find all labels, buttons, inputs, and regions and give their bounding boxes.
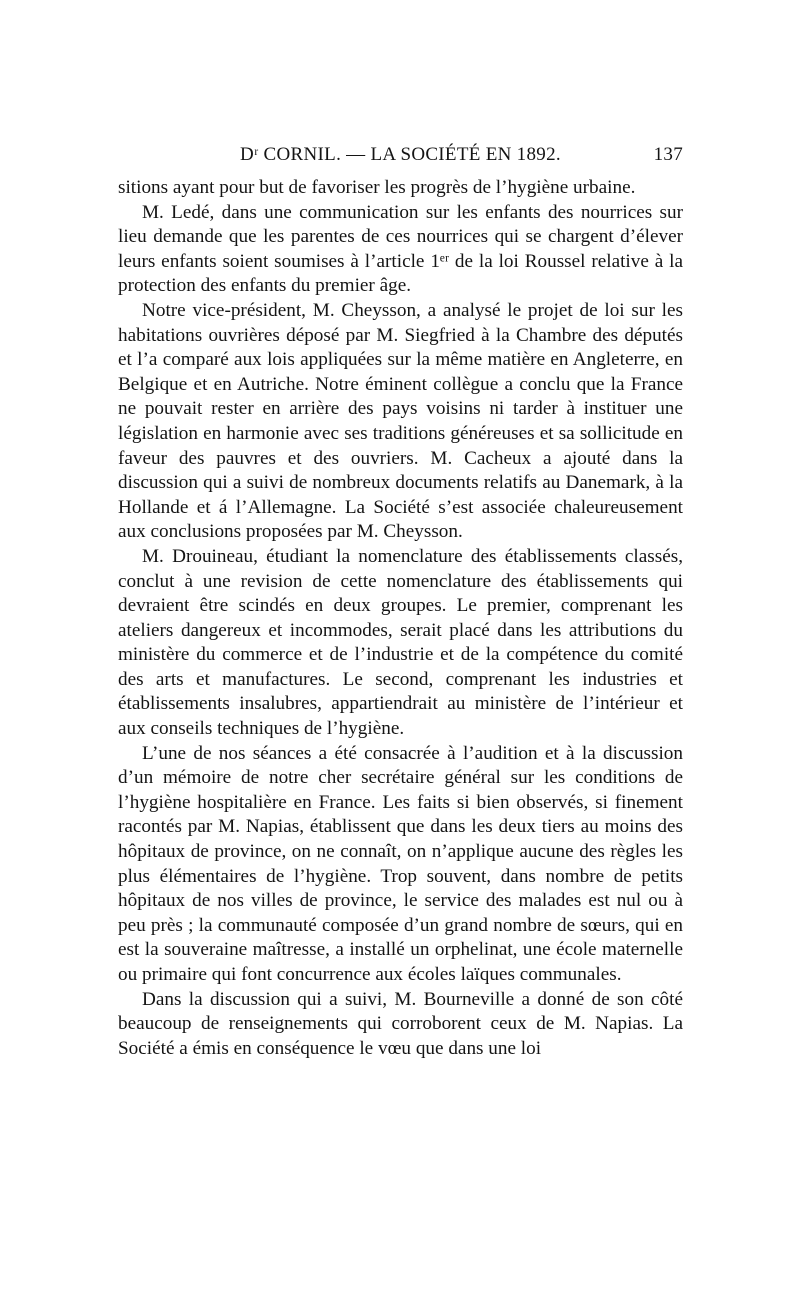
- book-page: [118, 144, 683, 1061]
- paragraph-bourneville: Dans la discussion qui a suivi, M. Bourneville a donné de son côté beaucoup de renseignements qui corroborent ceux de M. Napias. La Société a émis en conséquence le vœu que dans une loi: [118, 988, 683, 1059]
- paragraph-napias: L’une de nos séances a été consacrée à l’audition et à la discussion d’un mémoire de notre cher secrétaire général sur les conditions de l’hygiène hospitalière en France. Les faits si bien observés, si finement racontés par M. Napias, établissent que dans les deux tiers au moins des hôpitaux de province, on ne connaît, on n’applique aucune des règles les plus élémentaires de l’hygiène. Trop souvent, dans nombre de petits hôpitaux de nos villes de province, le service des malades est nul ou à peu près ; la communauté composée d’un grand nombre de sœurs, qui en est la souveraine maîtresse, a installé un orphelinat, une école maternelle ou primaire qui font concurrence aux écoles laïques communales.: [118, 742, 683, 985]
- body-text: [118, 176, 683, 1061]
- paragraph-lede: M. Ledé, dans une communication sur les enfants des nourrices sur lieu demande que les parentes de ces nourrices qui se chargent d’élever leurs enfants soient soumises à l’article 1ᵉʳ de la loi Roussel relative à la protection des enfants du premier âge.: [118, 201, 683, 297]
- running-head: [118, 144, 683, 168]
- paragraph-continuation: sitions ayant pour but de favoriser les progrès de l’hygiène urbaine.: [118, 177, 636, 198]
- paragraph-cheysson: Notre vice-président, M. Cheysson, a analysé le projet de loi sur les habitations ouvrières déposé par M. Siegfried à la Chambre des députés et l’a comparé aux lois appliquées sur la même matière en Angleterre, en Belgique et en Autriche. Notre éminent collègue a conclu que la France ne pouvait rester en arrière des pays voisins ni tarder à instituer une législation en harmonie avec ses traditions généreuses et sa sollicitude en faveur des pauvres et des ouvriers. M. Cacheux a ajouté dans la discussion qui a suivi de nombreux documents relatifs au Danemark, à la Hollande et á l’Allemagne. La Société s’est associée chaleureusement aux conclusions proposées par M. Cheysson.: [118, 299, 683, 543]
- page-number: 137: [653, 144, 683, 165]
- running-title: Dʳ CORNIL. — LA SOCIÉTÉ EN 1892.: [240, 144, 561, 165]
- paragraph-drouineau: M. Drouineau, étudiant la nomenclature des établissements classés, conclut à une revision de cette nomenclature des établissements qui devraient être scindés en deux groupes. Le premier, comprenant les ateliers dangereux et incommodes, serait placé dans les attributions du ministère du commerce et de l’industrie et de la compétence du comité des arts et manufactures. Le second, comprenant les industries et établissements insalubres, appartiendrait au ministère de l’intérieur et aux conseils techniques de l’hygiène.: [118, 545, 683, 740]
